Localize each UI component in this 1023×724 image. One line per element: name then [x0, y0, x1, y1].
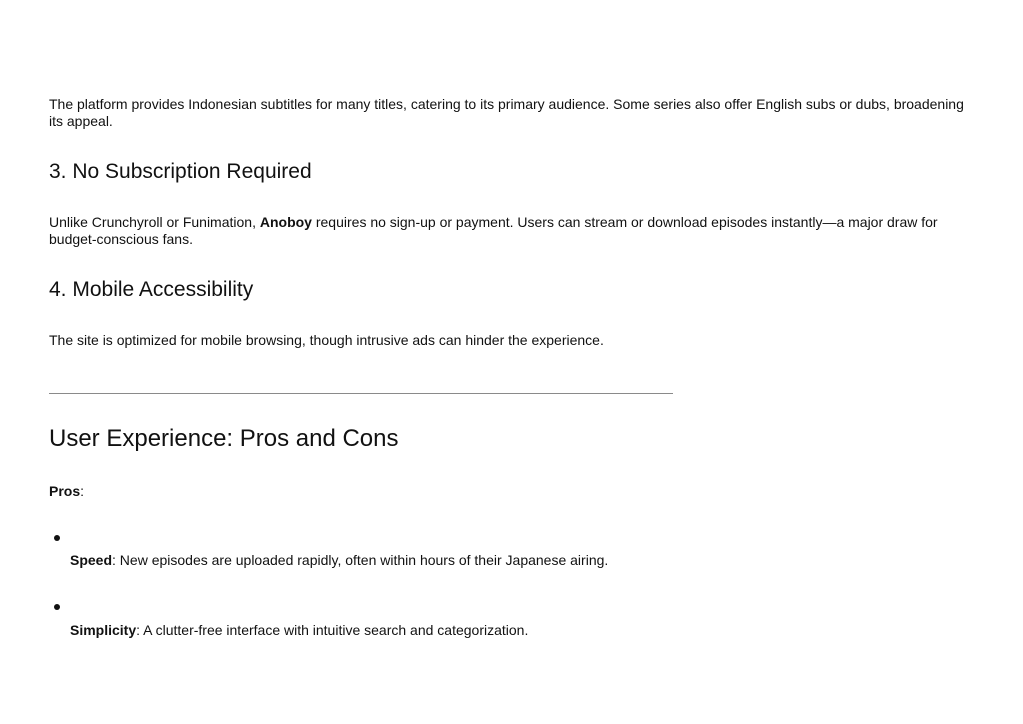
user-experience-heading: User Experience: Pros and Cons: [49, 425, 399, 452]
bullet-icon: [54, 604, 60, 610]
subtitles-paragraph: The platform provides Indonesian subtitles for many titles, catering to its primary audience. Some series also offer English subs or dubs, broadening its appeal.: [49, 96, 964, 129]
pros-item-text: [70, 622, 528, 639]
anoboy-brand-name: Anoboy: [259, 214, 312, 230]
pros-item-text: [70, 552, 608, 569]
pros-item-term: Simplicity: [70, 622, 137, 638]
bullet-icon: [54, 535, 60, 541]
pros-item-term: Speed: [70, 552, 113, 568]
pros-label-line: [49, 483, 979, 500]
pros-colon: :: [80, 483, 85, 499]
pros-item-description: : New episodes are uploaded rapidly, often within hours of their Japanese airing.: [112, 552, 609, 568]
no-subscription-heading: 3. No Subscription Required: [49, 160, 312, 183]
mobile-accessibility-paragraph: The site is optimized for mobile browsing, though intrusive ads can hinder the experience.: [49, 332, 604, 348]
pros-item-description: : A clutter-free interface with intuitive search and categorization.: [136, 622, 529, 638]
no-subscription-text-suffix: requires no sign-up or payment. Users can stream or download episodes instantly—a major draw for budget-conscious fans.: [49, 214, 938, 247]
no-subscription-paragraph: [49, 214, 979, 248]
no-subscription-text-prefix: Unlike Crunchyroll or Funimation,: [49, 214, 260, 230]
horizontal-divider: [49, 393, 673, 394]
mobile-accessibility-heading: 4. Mobile Accessibility: [49, 278, 254, 301]
pros-label: Pros: [49, 483, 81, 499]
